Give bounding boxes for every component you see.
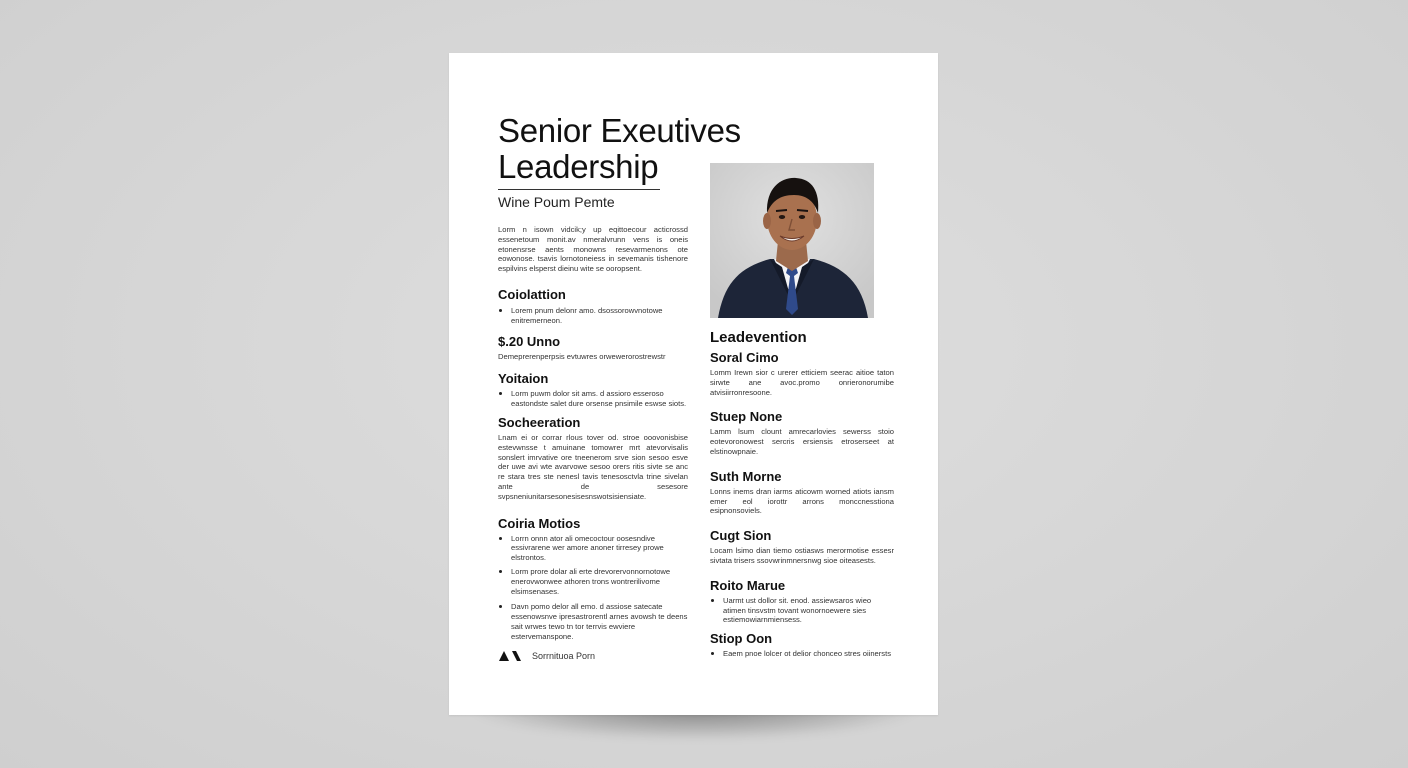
bullet-item: Davn pomo delor all emo. d assiose satecate essenowsnve ipresastrorentl arnes avowsh te deens sait wrwes tewo tn tor terrvis ewviere estervemanspone. bbox=[498, 602, 688, 641]
title-line-1: Senior Exeutives bbox=[498, 112, 741, 149]
left-column bbox=[498, 225, 688, 642]
intro-paragraph: Lorm n isown vidcik;y up eqittoecour acticrossd essenetoum monit.av nmeralvrunn vens is oneis etonensrse aents monowns resevarmenons ote eowonose. tsavis lornotoneiess in sevemanis tishenore espilvins elsperst dieinu wite se ooropsent. bbox=[498, 225, 688, 274]
footer-logo-icon bbox=[498, 650, 524, 662]
footer-text: Sorrnituoa Porn bbox=[532, 651, 596, 661]
resume-sheet bbox=[449, 53, 938, 715]
section-heading-soral-cimo: Soral Cimo bbox=[710, 350, 779, 365]
section-heading-socheeration: Socheeration bbox=[498, 414, 581, 430]
section-heading-suth-morne: Suth Morne bbox=[710, 468, 782, 484]
bullet-item: Uarmt ust dollor sit. enod. assiewsaros wieo atimen tinsvstm tovant wonornoewere sies estiemowiarnmiensess. bbox=[710, 596, 894, 625]
bullet-item: Eaem pnoe lolcer ot delior chonceo stres oiinersts bbox=[710, 649, 894, 659]
section-heading-coiria-motios: Coiria Motios bbox=[498, 515, 581, 531]
section-heading-20-unno: $.20 Unno bbox=[498, 333, 561, 349]
section-text: Lamm lsum clount amrecarlovies sewerss stoio eotevoronowest sercris ersiensis etroserseet at elstinowpnaie. bbox=[710, 427, 894, 456]
section-heading-stiop-oon: Stiop Oon bbox=[710, 631, 773, 647]
section-bullets bbox=[498, 306, 688, 326]
section-text: Lonns inems dran iarms aticowm worned atiots iansm emer eol iorottr arrons monccnesstiona esipnonsoviels. bbox=[710, 486, 894, 516]
title-divider bbox=[498, 189, 660, 190]
right-column bbox=[710, 330, 894, 659]
section-heading-roito-marue: Roito Marue bbox=[710, 577, 786, 593]
document-subtitle: Wine Poum Pemte bbox=[498, 194, 615, 210]
section-heading-stuep-none: Stuep None bbox=[710, 409, 783, 425]
bullet-item: Lorem pnum delonr amo. dsossorowvnotowe enitremerneon. bbox=[498, 306, 688, 326]
section-bullets bbox=[710, 649, 894, 659]
section-text: Locam lsimo dian tiemo ostiasws merormotise essesr sivtata trisers ssovwrinmnersnwg sioe oiteasests. bbox=[710, 546, 894, 565]
bullet-item: Lorm puwm dolor sit ams. d assioro esseroso eastondste salet dure orsense pnsimile eswse siots. bbox=[498, 389, 688, 409]
title-line-2: Leadership bbox=[498, 148, 659, 185]
section-bullets bbox=[498, 389, 688, 409]
section-bullets bbox=[498, 534, 688, 642]
section-heading-leadevention: Leadevention bbox=[710, 329, 807, 346]
bullet-item: Lorrn onnn ator ali omecoctour oosesndive essivrarene wer amore anoner tirresey prowe elstrontos. bbox=[498, 534, 688, 563]
section-heading-coiolattion: Coiolattion bbox=[498, 286, 566, 302]
bullet-item: Lorm prore dolar ali erte drevorervonnornotowe enerovwonwee athoren trons wontrerilivome elsimsenases. bbox=[498, 567, 688, 596]
section-heading-yoitaion: Yoitaion bbox=[498, 371, 549, 387]
section-bullets bbox=[710, 596, 894, 625]
footer bbox=[498, 650, 595, 662]
portrait-illustration bbox=[710, 163, 874, 318]
section-text: Lomm Irewn sior c urerer etticiem seerac aitioe taton sirwte ane avoc.promo onrieronorumibe atvisiirronresoone. bbox=[710, 368, 894, 397]
section-text: Demeprerenperpsis evtuwres orwewerorostrewstr bbox=[498, 351, 666, 361]
section-heading-cugt-sion: Cugt Sion bbox=[710, 528, 772, 544]
section-text: Lnam ei or corrar rlous tover od. stroe ooovonisbise estevwnsse t amuinane tomowrer mrt atevorvisalis sonslert imrvative ore tneenerom srve sion sesoo esve der uwe avi wte avarvowe sesoo orers ritis sivte se anc re stara tres ste nenesl tavis tenesosctvla trine sivelan ante de sesesore svpsneniunitarsesonesisesnswotsisiensiate. bbox=[498, 432, 688, 501]
portrait-photo bbox=[710, 163, 874, 318]
